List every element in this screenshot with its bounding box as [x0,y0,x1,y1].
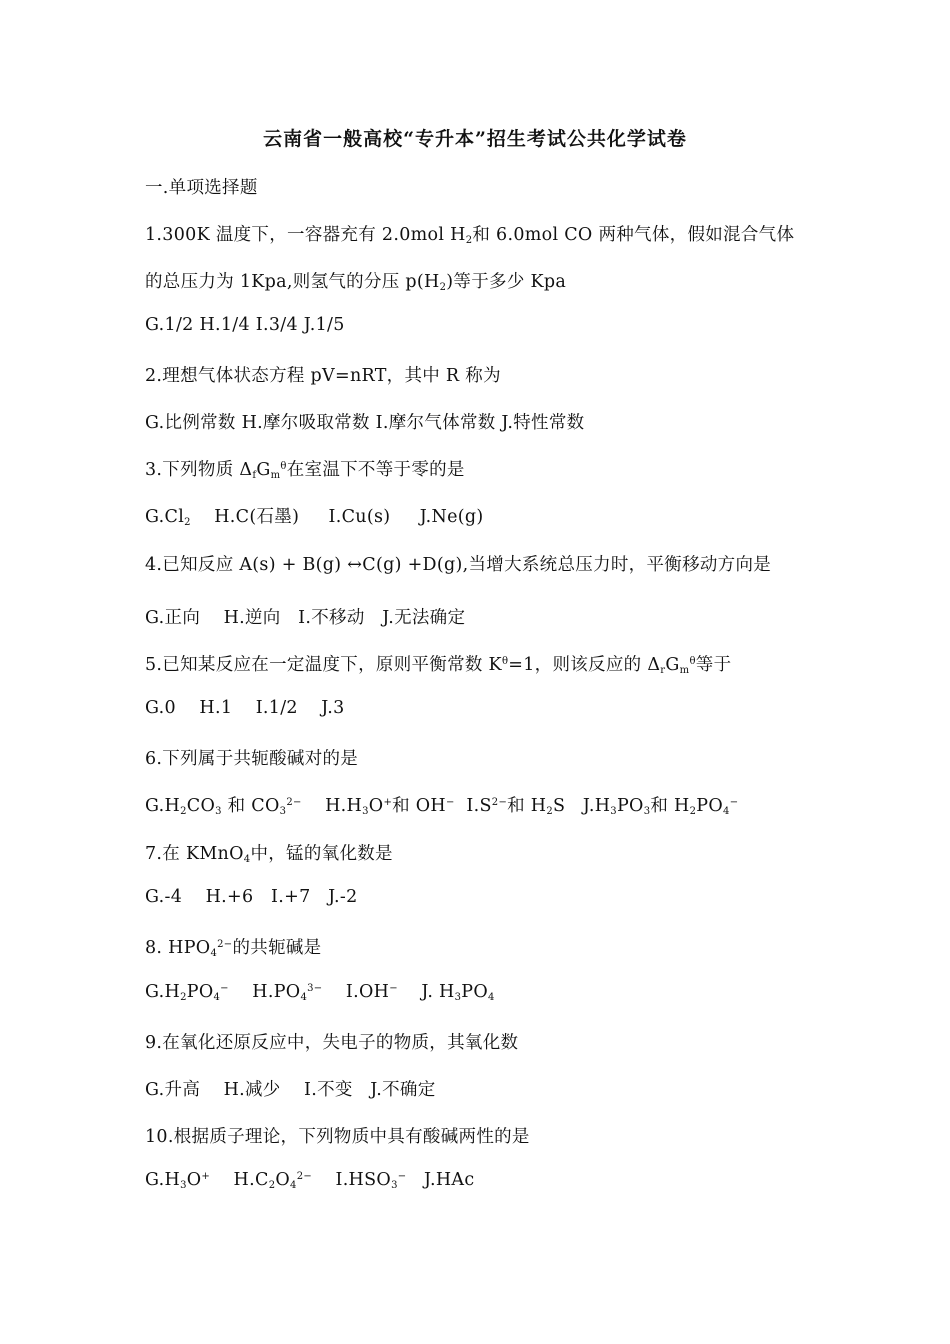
q8-o5: J. H [397,982,455,1002]
q3-text-b: 在室温下不等于零的是 [286,460,465,480]
question-3-options [145,503,484,528]
q10-sup2m: 2− [296,1171,313,1182]
q6-o1l: PO [696,796,724,816]
q6-s3: 3 [215,806,222,817]
question-3-stem [145,456,465,481]
q10-o4: O [275,1170,291,1190]
q6-o1d: H.H [301,796,363,816]
q6-o1h: 和 H [507,796,547,816]
q1-sub: 2 [465,235,473,246]
q8-o1: G.H [145,982,181,1002]
q3-opt-rest: H.C(石墨) I.Cu(s) J.Ne(g) [190,507,484,527]
q6-supm: − [446,797,455,808]
q6-o1k: 和 H [650,796,690,816]
q6-o1i: S J.H [553,796,611,816]
question-7-stem [145,840,393,865]
q8-s2: 2 [180,992,187,1003]
q6-o1f: 和 OH [392,796,446,816]
question-8-options [145,982,495,1002]
q1-text-c: 的总压力为 1Kpa,则氢气的分压 p(H [145,272,440,292]
q6-s2c: 2 [689,806,697,817]
q8-supm: − [220,983,229,994]
q6-s2b: 2 [546,806,554,817]
q3-sub-r: f [252,470,257,481]
q6-o1: G.H [145,796,181,816]
q5-text-g: G [665,655,680,675]
question-10-stem: 10.根据质子理论，下列物质中具有酸碱两性的是 [145,1127,530,1147]
question-7-options: G.-4 H.+6 I.+7 J.-2 [145,887,358,907]
q3-opt-sub: 2 [184,517,191,528]
q5-sup-theta: θ [501,656,509,667]
section-heading: 一.单项选择题 [145,178,258,198]
q7-text-b: 中，锰的氧化数是 [250,844,393,864]
question-6-stem: 6.下列属于共轭酸碱对的是 [145,749,359,769]
q5-sup-theta-2: θ [689,656,696,667]
q5-text-b: =1，则该反应的 Δ [508,655,661,675]
q7-text-a: 7.在 KMnO [145,844,244,864]
q8-o3: H.PO [228,982,301,1002]
q6-o1e: O [368,796,384,816]
q5-text-a: 5.已知某反应在一定温度下，原则平衡常数 K [145,655,502,675]
q8-s4b: 4 [300,992,308,1003]
q6-o1j: PO [616,796,644,816]
q10-supp: + [201,1171,211,1182]
q3-text-g: G [256,460,271,480]
q7-sub: 4 [243,854,251,865]
q8-o2: PO [186,982,214,1002]
question-1-options: G.1/2 H.1/4 I.3/4 J.1/5 [145,315,345,335]
q6-s3d: 3 [610,806,617,817]
q5-text-c: 等于 [695,655,732,675]
q6-o1c: 和 CO [221,796,280,816]
q5-sub-m: m [679,665,690,676]
q5-sub-r: r [660,665,666,676]
q1-text-d: )等于多少 Kpa [446,272,567,292]
question-6-options [145,792,738,817]
question-8-stem [145,934,321,959]
q10-s4: 4 [290,1180,297,1191]
q8-text-b: 的共轭碱是 [232,938,322,958]
q6-sup2m-b: 2− [491,797,508,808]
q10-s2: 2 [268,1180,276,1191]
q8-supm-b: − [389,983,398,994]
q6-o1g: I.S [454,796,492,816]
q3-opt-g: G.Cl [145,507,185,527]
q10-s3: 3 [180,1180,187,1191]
q8-s3: 3 [454,992,462,1003]
question-2-options: G.比例常数 H.摩尔吸取常数 I.摩尔气体常数 J.特性常数 [145,413,585,433]
q10-o2: O [186,1170,202,1190]
question-9-options: G.升高 H.减少 I.不变 J.不确定 [145,1080,436,1100]
q8-s4c: 4 [488,992,495,1003]
question-9-stem: 9.在氧化还原反应中，失电子的物质，其氧化数 [145,1033,519,1053]
q1-text-a: 1.300K 温度下，一容器充有 2.0mol H [145,225,466,245]
q10-o5: I.HSO [312,1170,392,1190]
q6-s2: 2 [180,806,187,817]
q8-sup3m: 3− [307,983,323,994]
q6-supp: + [383,797,393,808]
question-1-stem-line1 [145,221,794,246]
exam-title: 云南省一般高校“专升本”招生考试公共化学试卷 [263,128,687,150]
q6-sup2m: 2− [286,797,302,808]
question-5-stem [145,651,731,676]
q3-sub-m: m [270,470,281,481]
q10-o1: G.H [145,1170,181,1190]
q6-s3c: 3 [362,806,369,817]
question-5-options: G.0 H.1 I.1/2 J.3 [145,698,345,718]
q8-sub: 4 [210,948,218,959]
q8-text-a: 8. HPO [145,938,211,958]
q10-s3b: 3 [391,1180,398,1191]
q6-supm-b: − [729,797,739,808]
question-2-stem: 2.理想气体状态方程 pV=nRT，其中 R 称为 [145,366,501,386]
question-4-options: G.正向 H.逆向 I.不移动 J.无法确定 [145,608,466,628]
q6-s3e: 3 [643,806,651,817]
q3-sup-theta: θ [280,461,287,472]
q3-text-a: 3.下列物质 Δ [145,460,253,480]
q10-o6: J.HAc [406,1170,475,1190]
q1-sub-2: 2 [439,282,447,293]
q8-o6: PO [461,982,489,1002]
q6-s4: 4 [723,806,730,817]
question-1-stem-line2 [145,268,566,293]
q10-supm: − [397,1171,407,1182]
q8-s4: 4 [213,992,221,1003]
q10-o3: H.C [210,1170,269,1190]
q8-o4: I.OH [322,982,390,1002]
q1-text-b: 和 6.0mol CO 两种气体，假如混合气体 [472,225,795,245]
q6-o1b: CO [186,796,216,816]
question-4-stem: 4.已知反应 A(s) + B(g) ↔C(g) +D(g),当增大系统总压力时，平衡移动方向是 [145,555,772,575]
q8-sup: 2− [217,939,233,950]
q6-s3b: 3 [279,806,287,817]
question-10-options [145,1170,474,1190]
